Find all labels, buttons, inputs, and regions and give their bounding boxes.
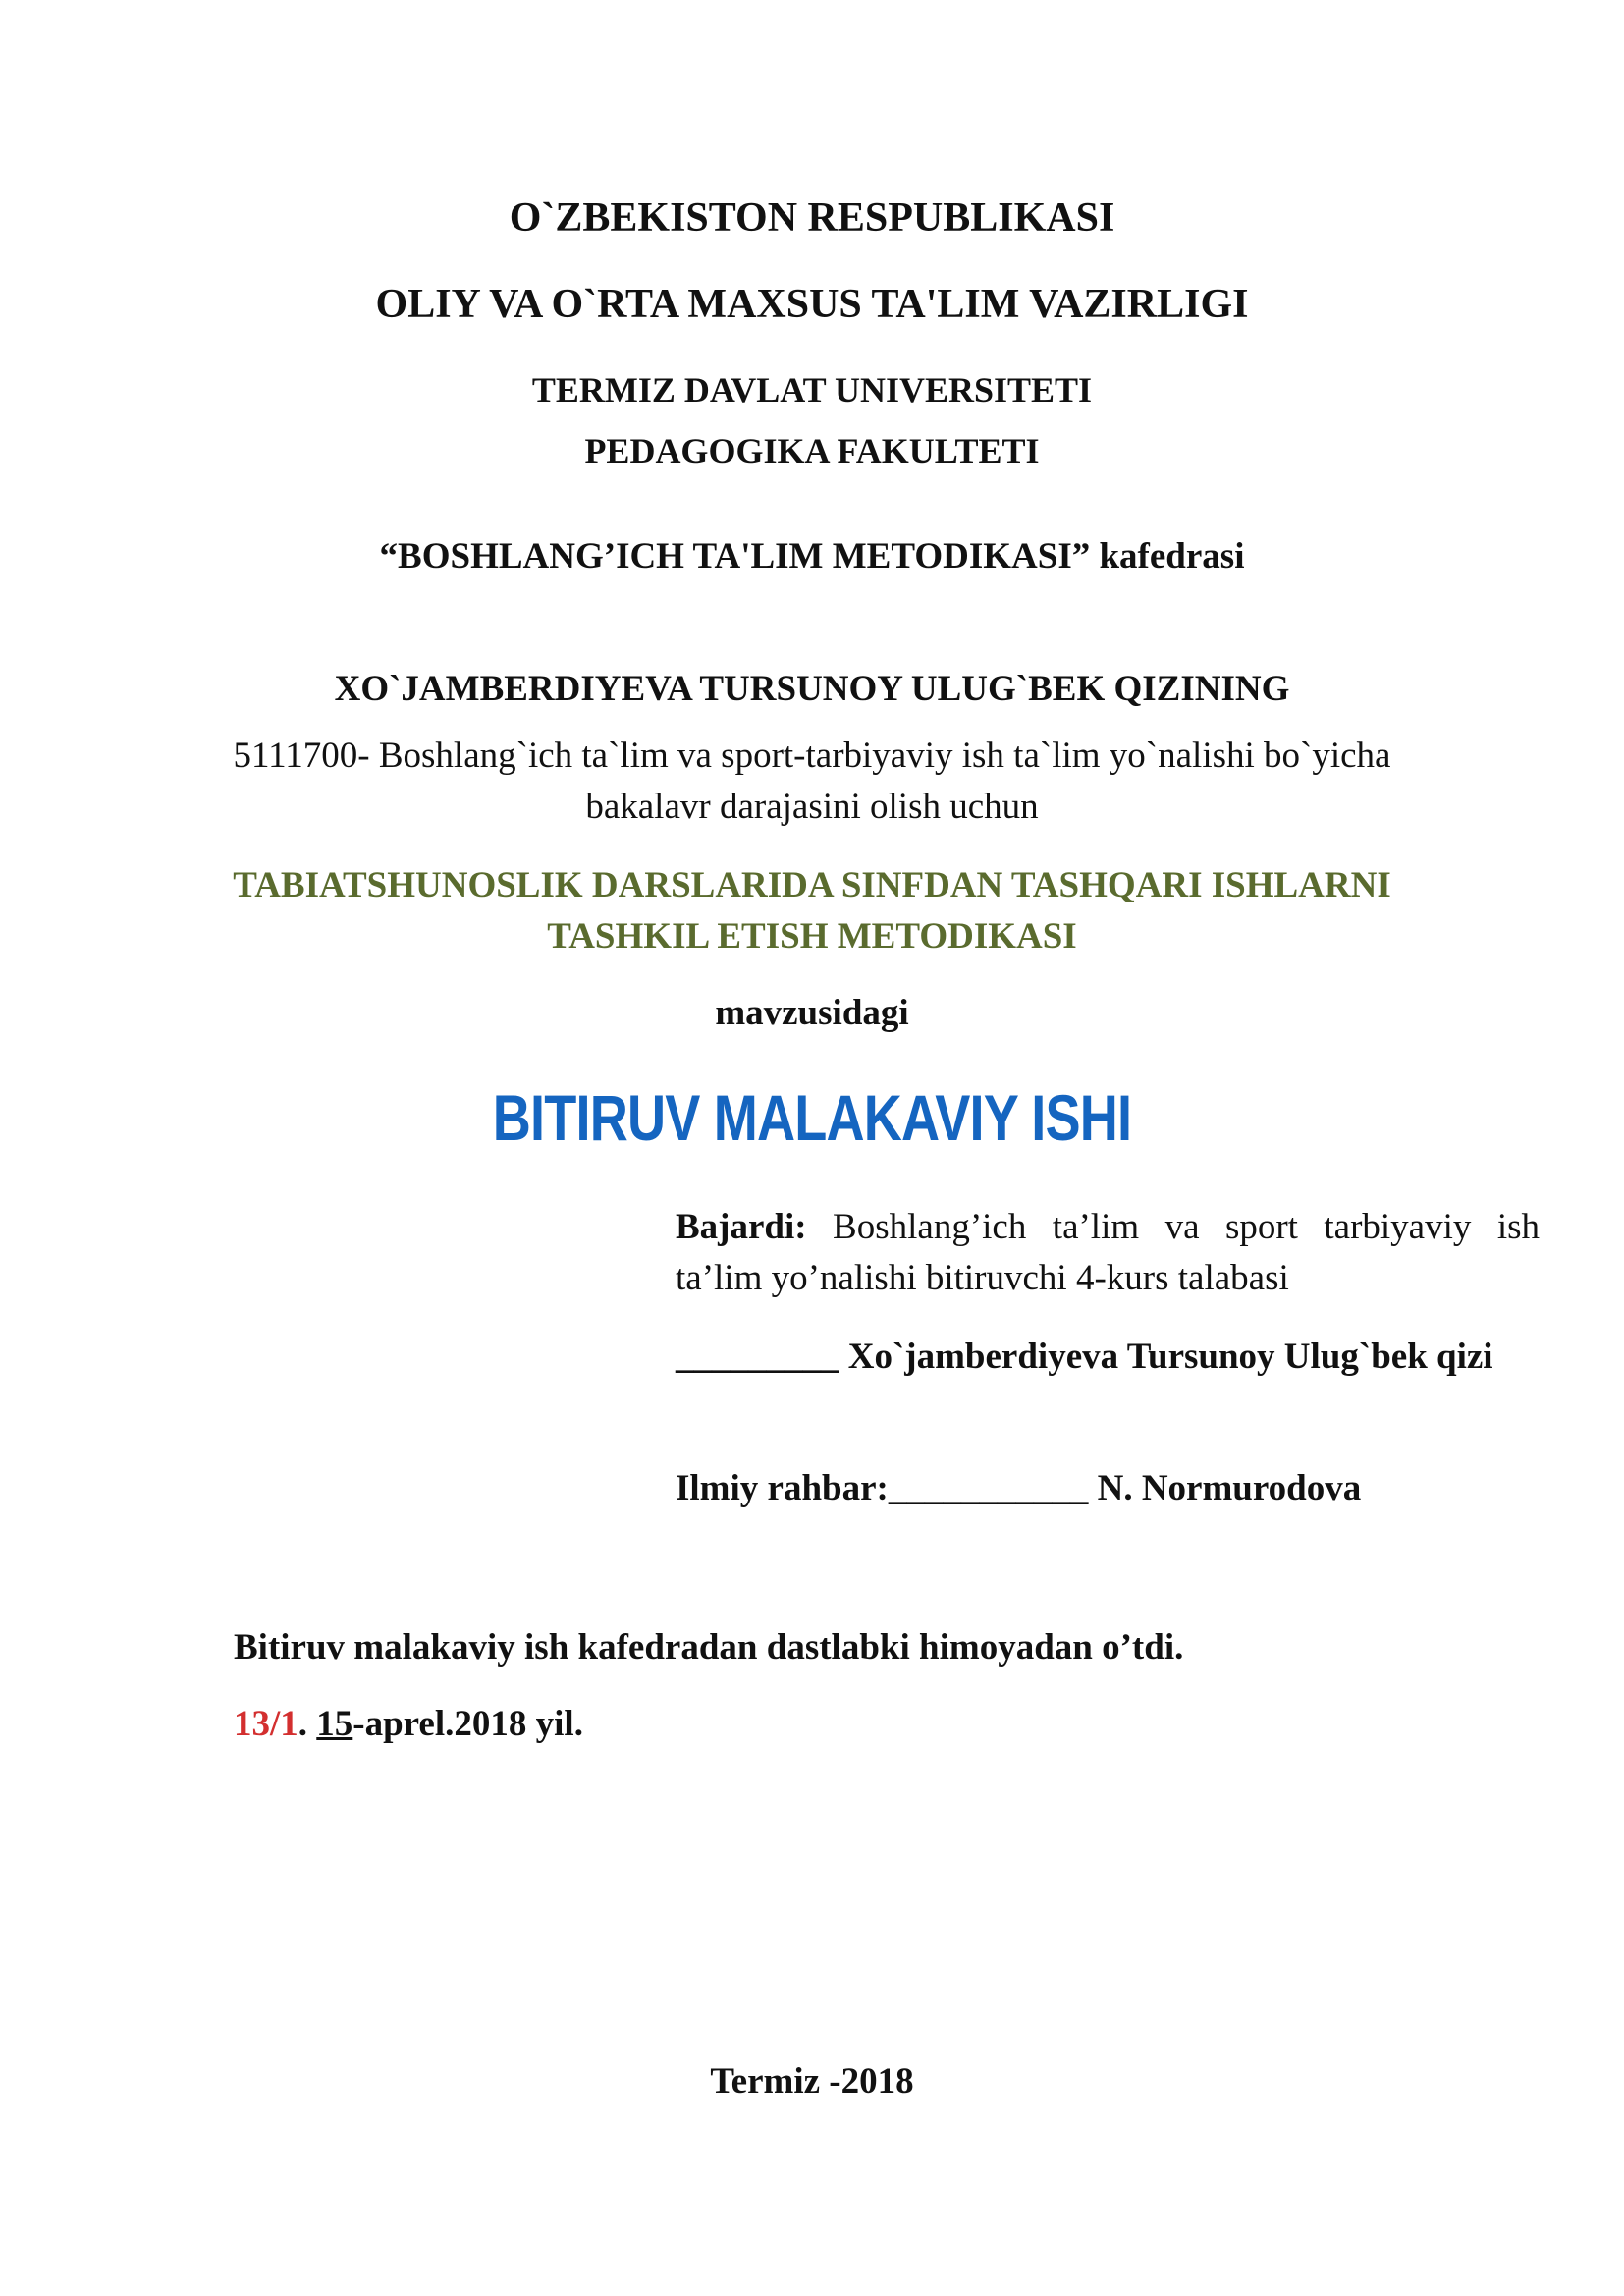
topic-suffix: mavzusidagi — [715, 993, 909, 1033]
department-suffix: kafedrasi — [1090, 536, 1245, 576]
ministry-country: O`ZBEKISTON RESPUBLIKASI — [509, 195, 1115, 241]
date-day: 15 — [316, 1704, 353, 1744]
department-line — [0, 535, 1624, 577]
performed-desc: Boshlang’ich ta’lim va sport tarbiyaviy ish — [833, 1207, 1540, 1247]
date-separator: . — [298, 1704, 317, 1744]
performed-line-1 — [676, 1206, 1540, 1248]
student-signature-line — [676, 1336, 1540, 1378]
student-signature-blank: _________ — [676, 1337, 839, 1377]
footer-city-year: Termiz -2018 — [710, 2061, 914, 2102]
ministry-name: OLIY VA O`RTA MAXSUS TA'LIM VAZIRLIGI — [375, 282, 1249, 327]
protocol-number: 13/1 — [234, 1704, 298, 1744]
performed-label: Bajardi: — [676, 1207, 807, 1247]
supervisor-name: N. Normurodova — [1097, 1468, 1362, 1508]
performed-line-2: ta’lim yo’nalishi bitiruvchi 4-kurs talabasi — [676, 1258, 1289, 1298]
topic-line-1: TABIATSHUNOSLIK DARSLARIDA SINFDAN TASHQARI ISHLARNI — [233, 865, 1391, 905]
university-name: TERMIZ DAVLAT UNIVERSITETI — [531, 370, 1093, 410]
defense-date — [234, 1703, 583, 1745]
department-name: “BOSHLANG’ICH TA'LIM METODIKASI” — [379, 536, 1091, 576]
student-genitive: XO`JAMBERDIYEVA TURSUNOY ULUG`BEK QIZINING — [334, 669, 1290, 709]
student-name: Xo`jamberdiyeva Tursunoy Ulug`bek qizi — [847, 1337, 1493, 1377]
date-rest: -aprel.2018 yil. — [352, 1704, 583, 1744]
supervisor-signature-blank: ___________ — [888, 1468, 1089, 1508]
faculty-name: PEDAGOGIKA FAKULTETI — [584, 431, 1040, 470]
degree-line-1: 5111700- Boshlang`ich ta`lim va sport-tarbiyaviy ish ta`lim yo`nalishi bo`yicha — [233, 736, 1391, 776]
defense-statement: Bitiruv malakaviy ish kafedradan dastlabki himoyadan o’tdi. — [234, 1627, 1184, 1667]
degree-line-2: bakalavr darajasini olish uchun — [585, 787, 1039, 827]
topic-line-2: TASHKIL ETISH METODIKASI — [547, 916, 1077, 957]
supervisor-label: Ilmiy rahbar: — [676, 1468, 889, 1508]
supervisor-line — [676, 1467, 1540, 1509]
work-title: BITIRUV MALAKAVIY ISHI — [492, 1081, 1132, 1154]
